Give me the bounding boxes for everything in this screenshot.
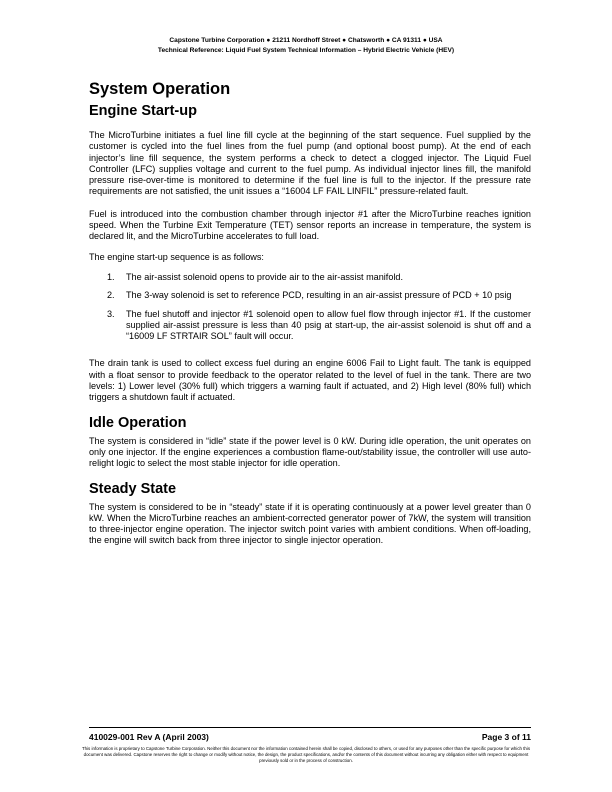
list-item [89, 309, 531, 343]
list-item-text: The fuel shutoff and injector #1 solenoid open to allow fuel flow through injector #1. If the customer supplied air-assist pressure is less than 40 psig at start-up, the air-assist solenoid is shut off and a “16009 LF STRTAIR SOL” fault will occur. [126, 308, 531, 342]
footer-disclaimer: This information is proprietary to Capstone Turbine Corporation. Neither this document nor the information contained herein shall be copied, disclosed to others, or used for any purposes other than the specific purpose for which this document was delivered. Capstone reserves the right to change or modify without notice, the design, the product specifications, and/or the contents of this document without incurring any obligation either with respect to equipment previously sold or in the process of construction. [81, 746, 531, 763]
section-title: System Operation [89, 80, 231, 98]
startup-paragraph-4: The drain tank is used to collect excess fuel during an engine 6006 Fail to Light fault. The tank is equipped with a float sensor to provide feedback to the operator related to the level of fuel in the tank. There are two levels: 1) Lower level (30% full) which triggers a warning fault if actuated, and 2) High level (80% full) which triggers a shutdown fault if actuated. [89, 358, 531, 403]
footer-divider [89, 727, 531, 728]
startup-sequence-list [89, 272, 531, 342]
page-header [60, 36, 552, 56]
footer-page-number: Page 3 of 11 [481, 732, 531, 742]
engine-startup-heading: Engine Start-up [89, 103, 197, 119]
list-item-number: 1. [107, 271, 115, 282]
list-item-text: The air-assist solenoid opens to provide air to the air-assist manifold. [126, 271, 403, 282]
list-item-text: The 3-way solenoid is set to reference PCD, resulting in an air-assist pressure of PCD + 10 psig [126, 290, 512, 301]
idle-operation-heading: Idle Operation [89, 414, 187, 431]
startup-paragraph-1: The MicroTurbine initiates a fuel line fill cycle at the beginning of the start sequence. Fuel supplied by the customer is cycled into the fuel lines from the fuel pump (and optional boost pump). At the end of each injector’s line fill sequence, the system performs a check to detect a clogged injector. The Liquid Fuel Controller (LFC) supplies voltage and current to the fuel pump. As individual injector lines fill, the manifold pressure rise-over-time is monitored to determine if the fuel line is full to the injector. If the pressure rate requirements are not satisfied, the unit issues a “16004 LF FAIL LINFIL” pressure-related fault. [89, 130, 531, 197]
header-reference-line: Technical Reference: Liquid Fuel System Technical Information – Hybrid Electric Vehicle (HEV) [157, 47, 455, 54]
list-item-number: 3. [107, 308, 115, 319]
startup-paragraph-2: Fuel is introduced into the combustion chamber through injector #1 after the MicroTurbine reaches ignition speed. When the Turbine Exit Temperature (TET) sensor reports an increase in temperature, the system is declared lit, and the MicroTurbine accelerates to full load. [89, 208, 531, 242]
list-item [89, 272, 531, 283]
steady-state-heading: Steady State [89, 480, 177, 497]
list-item [89, 290, 531, 301]
list-item-number: 2. [107, 290, 115, 301]
startup-paragraph-3: The engine start-up sequence is as follows: [89, 251, 264, 262]
header-company-line: Capstone Turbine Corporation ● 21211 Nordhoff Street ● Chatsworth ● CA 91311 ● USA [169, 37, 443, 44]
footer-document-id: 410029-001 Rev A (April 2003) [89, 732, 209, 742]
main-content [89, 78, 531, 547]
steady-paragraph: The system is considered to be in “steady” state if it is operating continuously at a power level greater than 0 kW. When the MicroTurbine reaches an ambient-corrected generator power of 7kW, the system will transition to three-injector engine operation. The injector switch point varies with ambient conditions. When off-loading, the engine will switch back from three injector to single injector operation. [89, 501, 531, 546]
idle-paragraph: The system is considered in “idle” state if the power level is 0 kW. During idle operation, the unit operates on only one injector. If the engine experiences a combustion flame-out/stability issue, the controller will use auto-relight logic to select the most stable injector for idle operation. [89, 435, 531, 469]
